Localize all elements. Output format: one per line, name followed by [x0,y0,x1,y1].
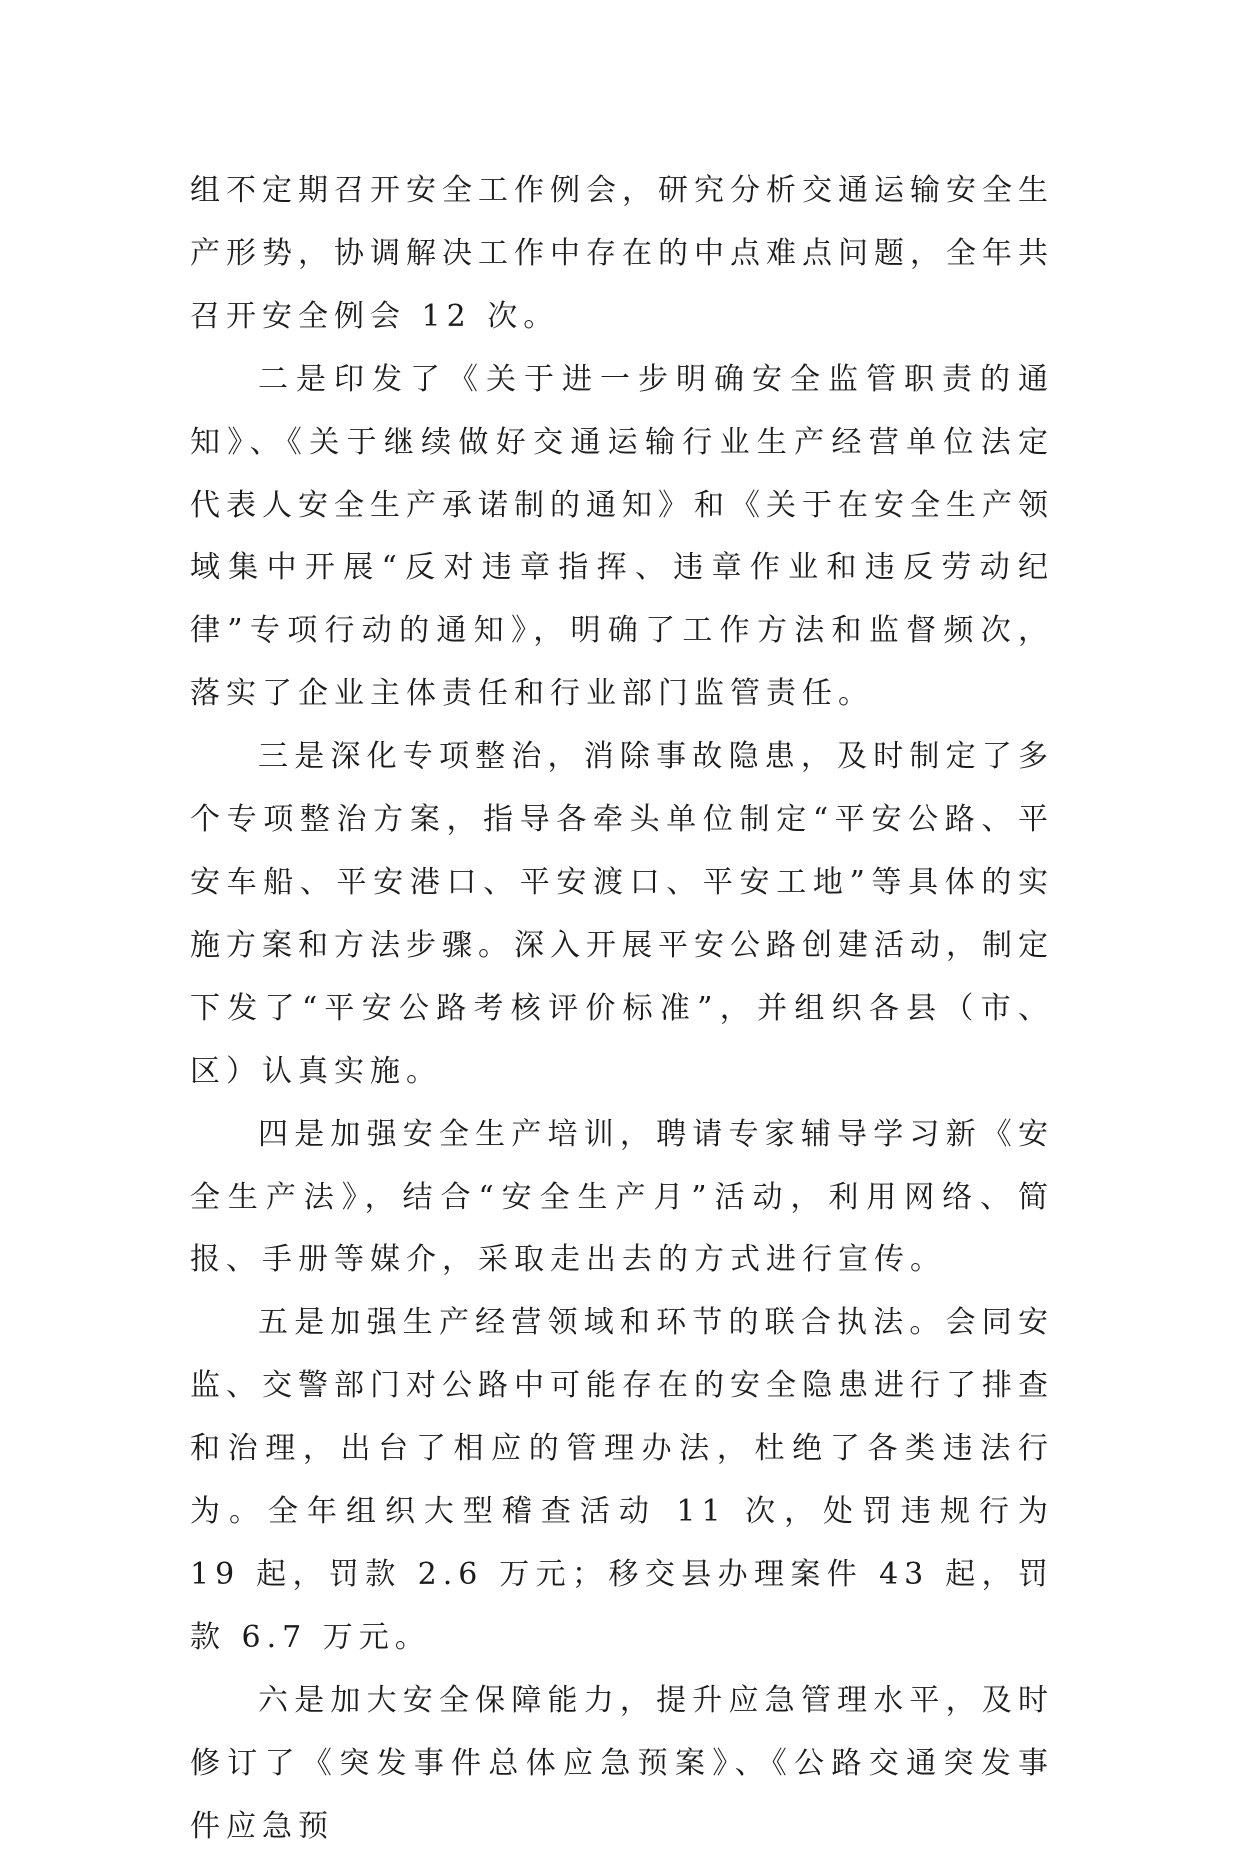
paragraph-4: 四是加强安全生产培训，聘请专家辅导学习新《安全生产法》，结合“安全生产月”活动，利用网络、简报、手册等媒介，采取走出去的方式进行宣传。 [190,1116,1054,1278]
paragraph-6: 六是加大安全保障能力，提升应急管理水平，及时修订了《突发事件总体应急预案》、《公路交通突发事件应急预 [190,1682,1054,1844]
paragraph-5: 五是加强生产经营领域和环节的联合执法。会同安监、交警部门对公路中可能存在的安全隐患进行了排查和治理，出台了相应的管理办法，杜绝了各类违法行为。全年组织大型稽查活动 11 次，处罚违规行为 19 起，罚款 2.6 万元；移交县办理案件 43 起，罚款 6.7 万元。 [190,1305,1054,1655]
paragraph-1: 组不定期召开安全工作例会，研究分析交通运输安全生产形势，协调解决工作中存在的中点难点问题，全年共召开安全例会 12 次。 [190,173,1054,334]
document-body [190,160,1054,1858]
paragraph-2: 二是印发了《关于进一步明确安全监管职责的通知》、《关于继续做好交通运输行业生产经营单位法定代表人安全生产承诺制的通知》和《关于在安全生产领域集中开展“反对违章指挥、违章作业和违反劳动纪律”专项行动的通知》，明确了工作方法和监督频次，落实了企业主体责任和行业部门监管责任。 [190,361,1054,712]
paragraph-3: 三是深化专项整治，消除事故隐患，及时制定了多个专项整治方案，指导各牵头单位制定“平安公路、平安车船、平安港口、平安渡口、平安工地”等具体的实施方案和方法步骤。深入开展平安公路创建活动，制定下发了“平安公路考核评价标准”，并组织各县（市、区）认真实施。 [190,739,1054,1089]
